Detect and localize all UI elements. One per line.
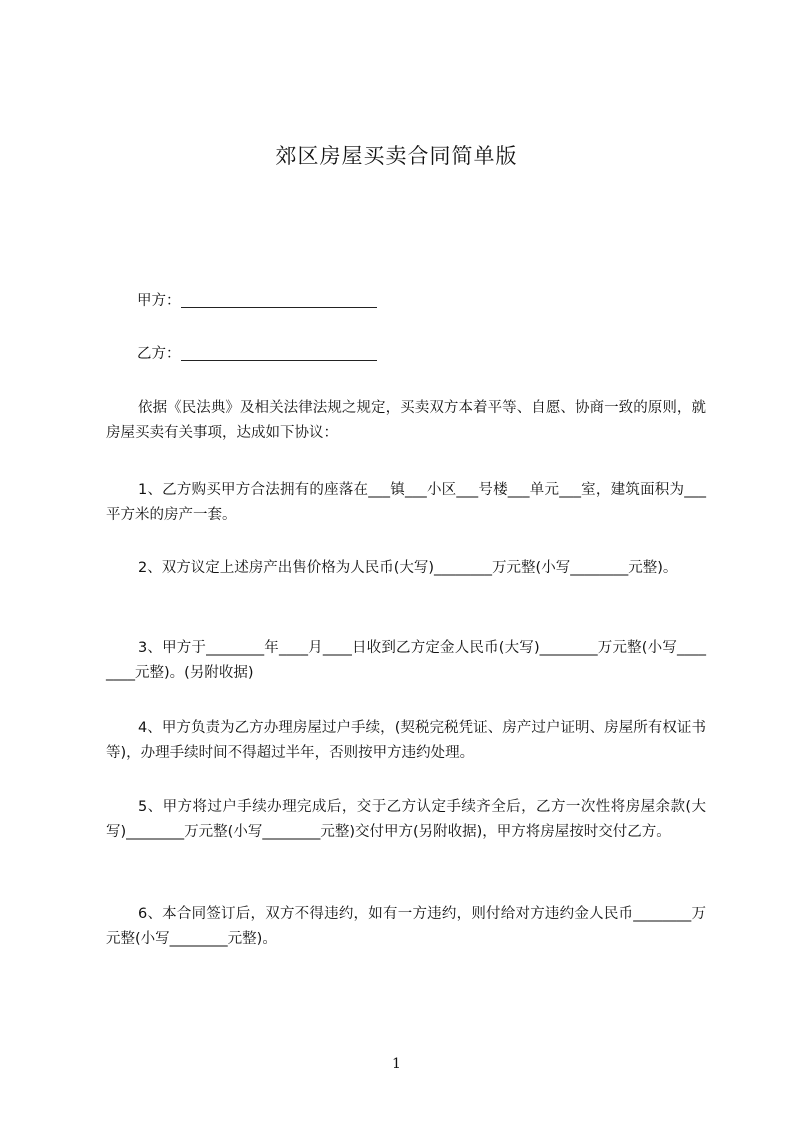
intro-paragraph: 依据《民法典》及相关法律法规之规定，买卖双方本着平等、自愿、协商一致的原则，就房屋买卖有关事项，达成如下协议： bbox=[106, 400, 706, 441]
party-a-blank bbox=[181, 291, 377, 308]
clause-3-paragraph: 3、甲方于________年____月____日收到乙方定金人民币(大写)________万元整(小写________元整)。(另附收据) bbox=[106, 640, 706, 681]
clause-6-paragraph: 6、本合同签订后，双方不得违约，如有一方违约，则付给对方违约金人民币________万元整(小写________元整)。 bbox=[106, 906, 706, 947]
party-a-label: 甲方： bbox=[137, 293, 181, 309]
clause-4-paragraph: 4、甲方负责为乙方办理房屋过户手续，(契税完税凭证、房产过户证明、房屋所有权证书等)，办理手续时间不得超过半年，否则按甲方违约处理。 bbox=[106, 720, 706, 761]
clause-5-paragraph: 5、甲方将过户手续办理完成后，交于乙方认定手续齐全后，乙方一次性将房屋余款(大写)________万元整(小写________元整)交付甲方(另附收据)，甲方将房屋按时交付乙方。 bbox=[106, 799, 706, 840]
page-number: 1 bbox=[392, 1056, 401, 1072]
clause-1-paragraph: 1、乙方购买甲方合法拥有的座落在___镇___小区___号楼___单元___室，建筑面积为___平方米的房产一套。 bbox=[106, 482, 706, 523]
party-b-field bbox=[137, 342, 377, 366]
party-b-blank bbox=[181, 344, 377, 361]
clause-2-paragraph: 2、双方议定上述房产出售价格为人民币(大写)________万元整(小写________元整)。 bbox=[138, 560, 678, 576]
party-a-field bbox=[137, 289, 377, 313]
party-b-label: 乙方： bbox=[137, 346, 181, 362]
document-title: 郊区房屋买卖合同简单版 bbox=[275, 144, 518, 168]
